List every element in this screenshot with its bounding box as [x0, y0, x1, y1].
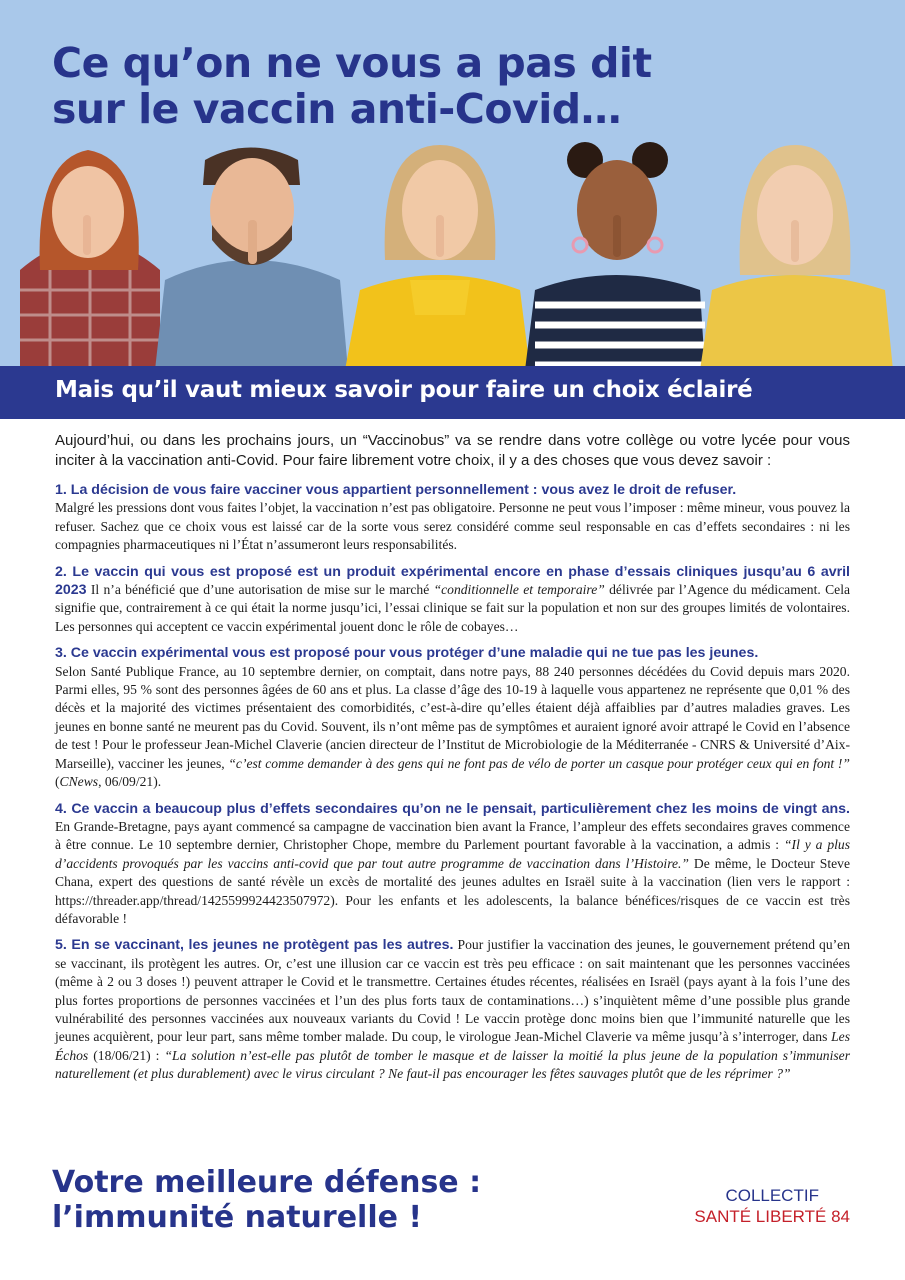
section-2-body-b: délivrée par l’Agence du médicament. Cela signifie que, contrairement à ce qui était la norme jusqu’ici, l’essai clinique se fait sur la population et non sur des groupes limités de volontaires. Les personnes qui acceptent ce vaccin expérimental jouent donc le rôle de cobayes…: [55, 582, 851, 634]
section-1-heading: 1. La décision de vous faire vacciner vous appartient personnellement : vous avez le droit de refuser.: [55, 482, 737, 498]
section-3-body-b: (: [55, 774, 60, 790]
hero-section: [0, 0, 905, 370]
person-2: [155, 148, 348, 371]
section-3: [55, 644, 850, 791]
banner-text: Mais qu’il vaut mieux savoir pour faire un choix éclairé: [55, 377, 753, 403]
org-line-2: SANTÉ LIBERTÉ 84: [694, 1207, 850, 1226]
section-5-source: Les Échos: [55, 1029, 850, 1063]
section-4: [55, 800, 850, 929]
intro-paragraph: Aujourd’hui, ou dans les prochains jours, un “Vaccinobus” va se rendre dans votre collège ou votre lycée pour vous inciter à la vaccination anti-Covid. Pour faire librement votre choix, il y a des choses que vous devez savoir :: [55, 432, 850, 469]
person-5: [700, 145, 893, 370]
section-2-heading: 2. Le vaccin qui vous est proposé est un produit expérimental encore en phase d’essais cliniques jusqu’au 6 avril 2023: [55, 563, 850, 599]
title-line-2: sur le vaccin anti-Covid…: [52, 85, 622, 133]
section-1-body: Malgré les pressions dont vous faites l’objet, la vaccination n’est pas obligatoire. Personne ne peut vous l’imposer : même mineur, vous pouvez la refuser. Sachez que ce choix vous est laissé car de la sorte vous serez considéré comme seul responsable en cas d’effets secondaires : ni les compagnies pharmaceutiques ni l’État n’assumeront leurs responsabilités.: [55, 500, 850, 553]
org-line-1: COLLECTIF: [725, 1186, 819, 1205]
organization-signature: [694, 1185, 850, 1227]
section-5-heading: 5. En se vaccinant, les jeunes ne protègent pas les autres.: [55, 937, 454, 954]
section-4-quote: “Il y a plus d’accidents provoqués par les vaccins anti-covid que par tout autre programme de vaccination dans l’Histoire.”: [55, 837, 850, 871]
section-5-body-b: (18/06/21) :: [88, 1047, 165, 1063]
subtitle-banner: [0, 366, 905, 419]
page-title: [52, 40, 652, 132]
article-body: [55, 431, 850, 1084]
person-4: [525, 142, 705, 370]
section-4-heading: 4. Ce vaccin a beaucoup plus d’effets secondaires qu’on ne le pensait, particulièrement chez les moins de vingt ans.: [55, 800, 850, 817]
section-2-quote: “conditionnelle et temporaire”: [433, 582, 605, 598]
title-line-1: Ce qu’on ne vous a pas dit: [52, 39, 652, 87]
person-3: [345, 145, 530, 370]
section-5-quote: “La solution n’est-elle pas plutôt de tomber le masque et de laisser la moitié la plus jeune de la population s’immuniser naturellement (et plus durablement) avec le virus circulant ? Ne faut-il pas encourager les fêtes sauvages plutôt que de les réprimer ?”: [55, 1047, 850, 1082]
section-3-body-a: Selon Santé Publique France, au 10 septembre dernier, on comptait, dans notre pays, 88 240 personnes décédées du Covid depuis mars 2020. Parmi elles, 95 % sont des personnes âgées de 60 ans et plus. La classe d’âge des 10-19 à laquelle vous appartenez ne représente que 0,01 % des décès et la majorité des victimes présentaient des comorbidités, c’est-à-dire qu’elles étaient déjà affaiblies par d’autres maladies graves. Les jeunes en bonne santé ne meurent pas du Covid. Souvent, ils n’ont même pas de symptômes et auraient ignoré avoir attrapé le Covid en l’absence de test ! Pour le professeur Jean-Michel Claverie (ancien directeur de l’Institut de Microbiologie de la Méditerranée - CNRS & Université d’Aix-Marseille), vacciner les jeunes,: [55, 663, 850, 771]
slogan-line-2: l’immunité naturelle !: [52, 1200, 423, 1235]
section-5: [55, 936, 850, 1083]
section-4-body-b: De même, le Docteur Steve Chana, expert des questions de santé révèle un excès de mortalité des jeunes adultes en Israël suite à la vaccination (lien vers le rapport : https://threader.app/thread/1425599924423507972). Pour les enfants et les adolescents, la balance bénéfices/risques de ce vaccin est très défavorable !: [55, 855, 850, 926]
section-2-body-a: Il n’a bénéficié que d’une autorisation de mise sur le marché: [86, 582, 434, 598]
section-1: [55, 481, 850, 555]
footer-slogan: [52, 1165, 481, 1235]
section-3-quote: “c’est comme demander à des gens qui ne font pas de vélo de porter un casque pour protéger ceux qui en font !”: [228, 755, 850, 771]
section-3-source: CNews: [59, 774, 99, 790]
section-4-body-a: En Grande-Bretagne, pays ayant commencé sa campagne de vaccination bien avant la France, l’ampleur des effets secondaires graves commence à être connue. Le 10 septembre dernier, Christopher Chope, membre du Parlement pourtant favorable à la vaccination, a admis :: [55, 818, 850, 853]
section-5-body-a: Pour justifier la vaccination des jeunes, le gouvernement prétend qu’en se vaccinant, ils protègent les autres. Or, c’est une illusion car ce vaccin est très peu efficace : on sait maintenant que les personnes vaccinées (même à 2 ou 3 doses !) peuvent attraper le Covid et le transmettre. Certaines études récentes, réalisées en Israël (pays ayant à la fois l’une des plus fortes proportions de personnes vaccinées et l’un des plus forts taux de contaminations…) s’inquiètent même d’une possible plus grande vulnérabilité des personnes vaccinées aux nouveaux variants du Covid ! Le vaccin protège donc moins bien que l’immunité naturelle que les jeunes acquièrent, pour leur part, sans même tomber malade. Du coup, le virologue Jean-Michel Claverie va même jusqu’à s’interroger, dans: [55, 937, 851, 1045]
section-3-heading: 3. Ce vaccin expérimental vous est proposé pour vous protéger d’une maladie qui ne tue pas les jeunes.: [55, 645, 759, 662]
section-2: [55, 563, 850, 637]
person-1: [20, 150, 160, 370]
slogan-line-1: Votre meilleure défense :: [52, 1165, 482, 1200]
people-photo-illustration: [0, 140, 905, 370]
section-3-body-c: , 06/09/21).: [98, 774, 162, 790]
